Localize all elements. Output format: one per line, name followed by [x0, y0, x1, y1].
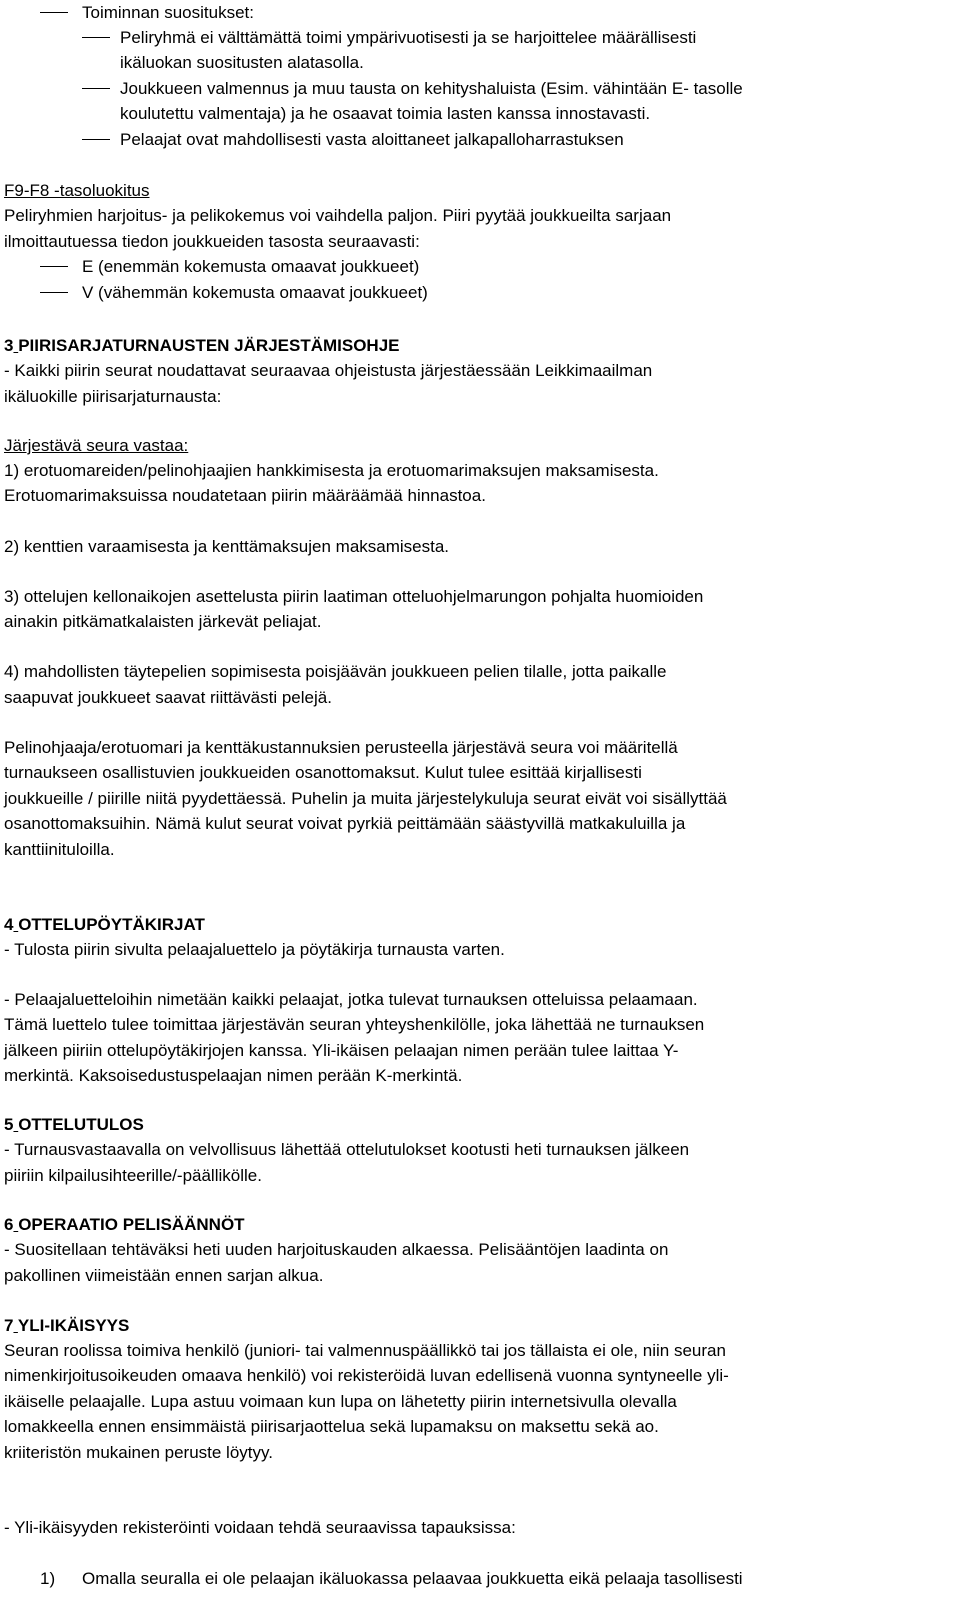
section-7-line-5: kriiteristön mukainen peruste löytyy.: [4, 1443, 273, 1462]
section-title: OTTELUPÖYTÄKIRJAT: [18, 915, 205, 934]
section-6-line-2: pakollinen viimeistään ennen sarjan alkua.: [4, 1266, 324, 1285]
section-4-heading: [4, 912, 205, 938]
level-e: E (enemmän kokemusta omaavat joukkueet): [82, 257, 420, 276]
section-7-line-1: Seuran roolissa toimiva henkilö (juniori- tai valmennuspäällikkö tai jos tällaista ei ole, niin seuran: [4, 1341, 726, 1360]
dash-bullet: [40, 0, 68, 26]
section-5-line-1: - Turnausvastaavalla on velvollisuus lähettää ottelutulokset kootusti heti turnauksen jälkeen: [4, 1140, 690, 1159]
recommendation-2-line-1: Joukkueen valmennus ja muu tausta on kehityshaluista (Esim. vähintään E- tasolle: [120, 79, 743, 98]
section-3-intro-line-2: ikäluokille piirisarjaturnausta:: [4, 387, 222, 406]
recommendation-2-line-2: koulutettu valmentaja) ja he osaavat toimia lasten kanssa innostavasti.: [120, 104, 651, 123]
section-3-intro-line-1: - Kaikki piirin seurat noudattavat seuraavaa ohjeistusta järjestäessään Leikkimaailman: [4, 361, 653, 380]
section-7-line-3: ikäiselle pelaajalle. Lupa astuu voimaan kun lupa on lähetetty piirin internetsivulla olevalla: [4, 1392, 677, 1411]
section-title: OPERAATIO PELISÄÄNNÖT: [18, 1215, 245, 1234]
fees-paragraph-line-4: osanottomaksuihin. Nämä kulut seurat voivat pyrkiä peittämään säästyvillä matkakuluilla ja: [4, 814, 686, 833]
level-v: V (vähemmän kokemusta omaavat joukkueet): [82, 283, 428, 302]
dash-bullet: [82, 25, 110, 51]
responsibility-2: 2) kenttien varaamisesta ja kenttämaksujen maksamisesta.: [4, 537, 450, 556]
fees-paragraph-line-2: turnaukseen osallistuvien joukkueiden osanottomaksut. Kulut tulee esittää kirjallisesti: [4, 763, 642, 782]
section-3-heading: [4, 333, 400, 359]
section-7-heading: [4, 1313, 129, 1339]
fees-paragraph-line-3: joukkueille / piirille niitä pyydettäessä. Puhelin ja muita järjestelykuluja seurat eivät voi sisällyttää: [4, 789, 727, 808]
case-1-text: Omalla seuralla ei ole pelaajan ikäluokassa pelaavaa joukkuetta eikä pelaaja tasollisesti: [82, 1569, 743, 1588]
section-number: 4: [4, 915, 14, 934]
responsibility-3-line-2: ainakin pitkämatkalaisten järkevät peliajat.: [4, 612, 322, 631]
dash-bullet: [82, 76, 110, 102]
section-7-line-4: lomakkeella ennen ensimmäistä piirisarjaottelua sekä lupamaksu on maksettu sekä ao.: [4, 1417, 659, 1436]
section-5-line-2: piiriin kilpailusihteerille/-päällikölle.: [4, 1166, 262, 1185]
recommendations-heading: Toiminnan suositukset:: [82, 3, 254, 22]
section-number: 6: [4, 1215, 14, 1234]
section-6-heading: [4, 1212, 245, 1238]
recommendation-1-line-2: ikäluokan suositusten alatasolla.: [120, 53, 364, 72]
dash-bullet: [82, 127, 110, 153]
section-6-line-1: - Suositellaan tehtäväksi heti uuden harjoituskauden alkaessa. Pelisääntöjen laadinta on: [4, 1240, 669, 1259]
section-number: 5: [4, 1115, 14, 1134]
responsibility-3-line-1: 3) ottelujen kellonaikojen asettelusta piirin laatiman otteluohjelmarungon pohjalta huomioiden: [4, 587, 704, 606]
fees-paragraph-line-1: Pelinohjaaja/erotuomari ja kenttäkustannuksien perusteella järjestävä seura voi määritellä: [4, 738, 678, 757]
recommendation-3-line-1: Pelaajat ovat mahdollisesti vasta aloittaneet jalkapalloharrastuksen: [120, 130, 624, 149]
section-4-para-line-4: merkintä. Kaksoisedustuspelaajan nimen perään K-merkintä.: [4, 1066, 463, 1085]
responsibility-1-line-2: Erotuomarimaksuissa noudatetaan piirin määräämää hinnastoa.: [4, 486, 486, 505]
fees-paragraph-line-5: kanttiinituloilla.: [4, 840, 115, 859]
responsibility-1-line-1: 1) erotuomareiden/pelinohjaajien hankkimisesta ja erotuomarimaksujen maksamisesta.: [4, 461, 659, 480]
section-number: 3: [4, 336, 14, 355]
recommendation-1-line-1: Peliryhmä ei välttämättä toimi ympärivuotisesti ja se harjoittelee määrällisesti: [120, 28, 697, 47]
section-4-para-line-2: Tämä luettelo tulee toimittaa järjestävän seuran yhteyshenkilölle, joka lähettää ne turnauksen: [4, 1015, 705, 1034]
f9-paragraph-line-2: ilmoittautuessa tiedon joukkueiden tasosta seuraavasti:: [4, 232, 420, 251]
section-4-para-line-1: - Pelaajaluetteloihin nimetään kaikki pelaajat, jotka tulevat turnauksen otteluissa pelaamaan.: [4, 990, 698, 1009]
dash-bullet: [40, 254, 68, 280]
section-4-line-1: - Tulosta piirin sivulta pelaajaluettelo ja pöytäkirja turnausta varten.: [4, 940, 505, 959]
responsibility-4-line-1: 4) mahdollisten täytepelien sopimisesta poisjäävän joukkueen pelien tilalle, jotta paikalle: [4, 662, 667, 681]
section-7-cases-intro: - Yli-ikäisyyden rekisteröinti voidaan tehdä seuraavissa tapauksissa:: [4, 1518, 516, 1537]
section-number: 7: [4, 1316, 14, 1335]
responsibility-4-line-2: saapuvat joukkueet saavat riittävästi pelejä.: [4, 688, 332, 707]
dash-bullet: [40, 280, 68, 306]
section-5-heading: [4, 1112, 144, 1138]
f9-f8-heading: F9-F8 -tasoluokitus: [4, 181, 150, 200]
section-title: YLI-IKÄISYYS: [17, 1316, 130, 1335]
case-1-number: 1): [40, 1569, 56, 1588]
organizer-responsibilities-heading: Järjestävä seura vastaa:: [4, 436, 189, 455]
section-title: PIIRISARJATURNAUSTEN JÄRJESTÄMISOHJE: [18, 336, 400, 355]
f9-paragraph-line-1: Peliryhmien harjoitus- ja pelikokemus voi vaihdella paljon. Piiri pyytää joukkueilta sarjaan: [4, 206, 672, 225]
section-4-para-line-3: jälkeen piiriin ottelupöytäkirjojen kanssa. Yli-ikäisen pelaajan nimen perään tulee laittaa Y-: [4, 1041, 679, 1060]
section-title: OTTELUTULOS: [18, 1115, 144, 1134]
section-7-line-2: nimenkirjoitusoikeuden omaava henkilö) voi rekisteröidä luvan edellisenä vuonna syntyneelle yli-: [4, 1366, 729, 1385]
